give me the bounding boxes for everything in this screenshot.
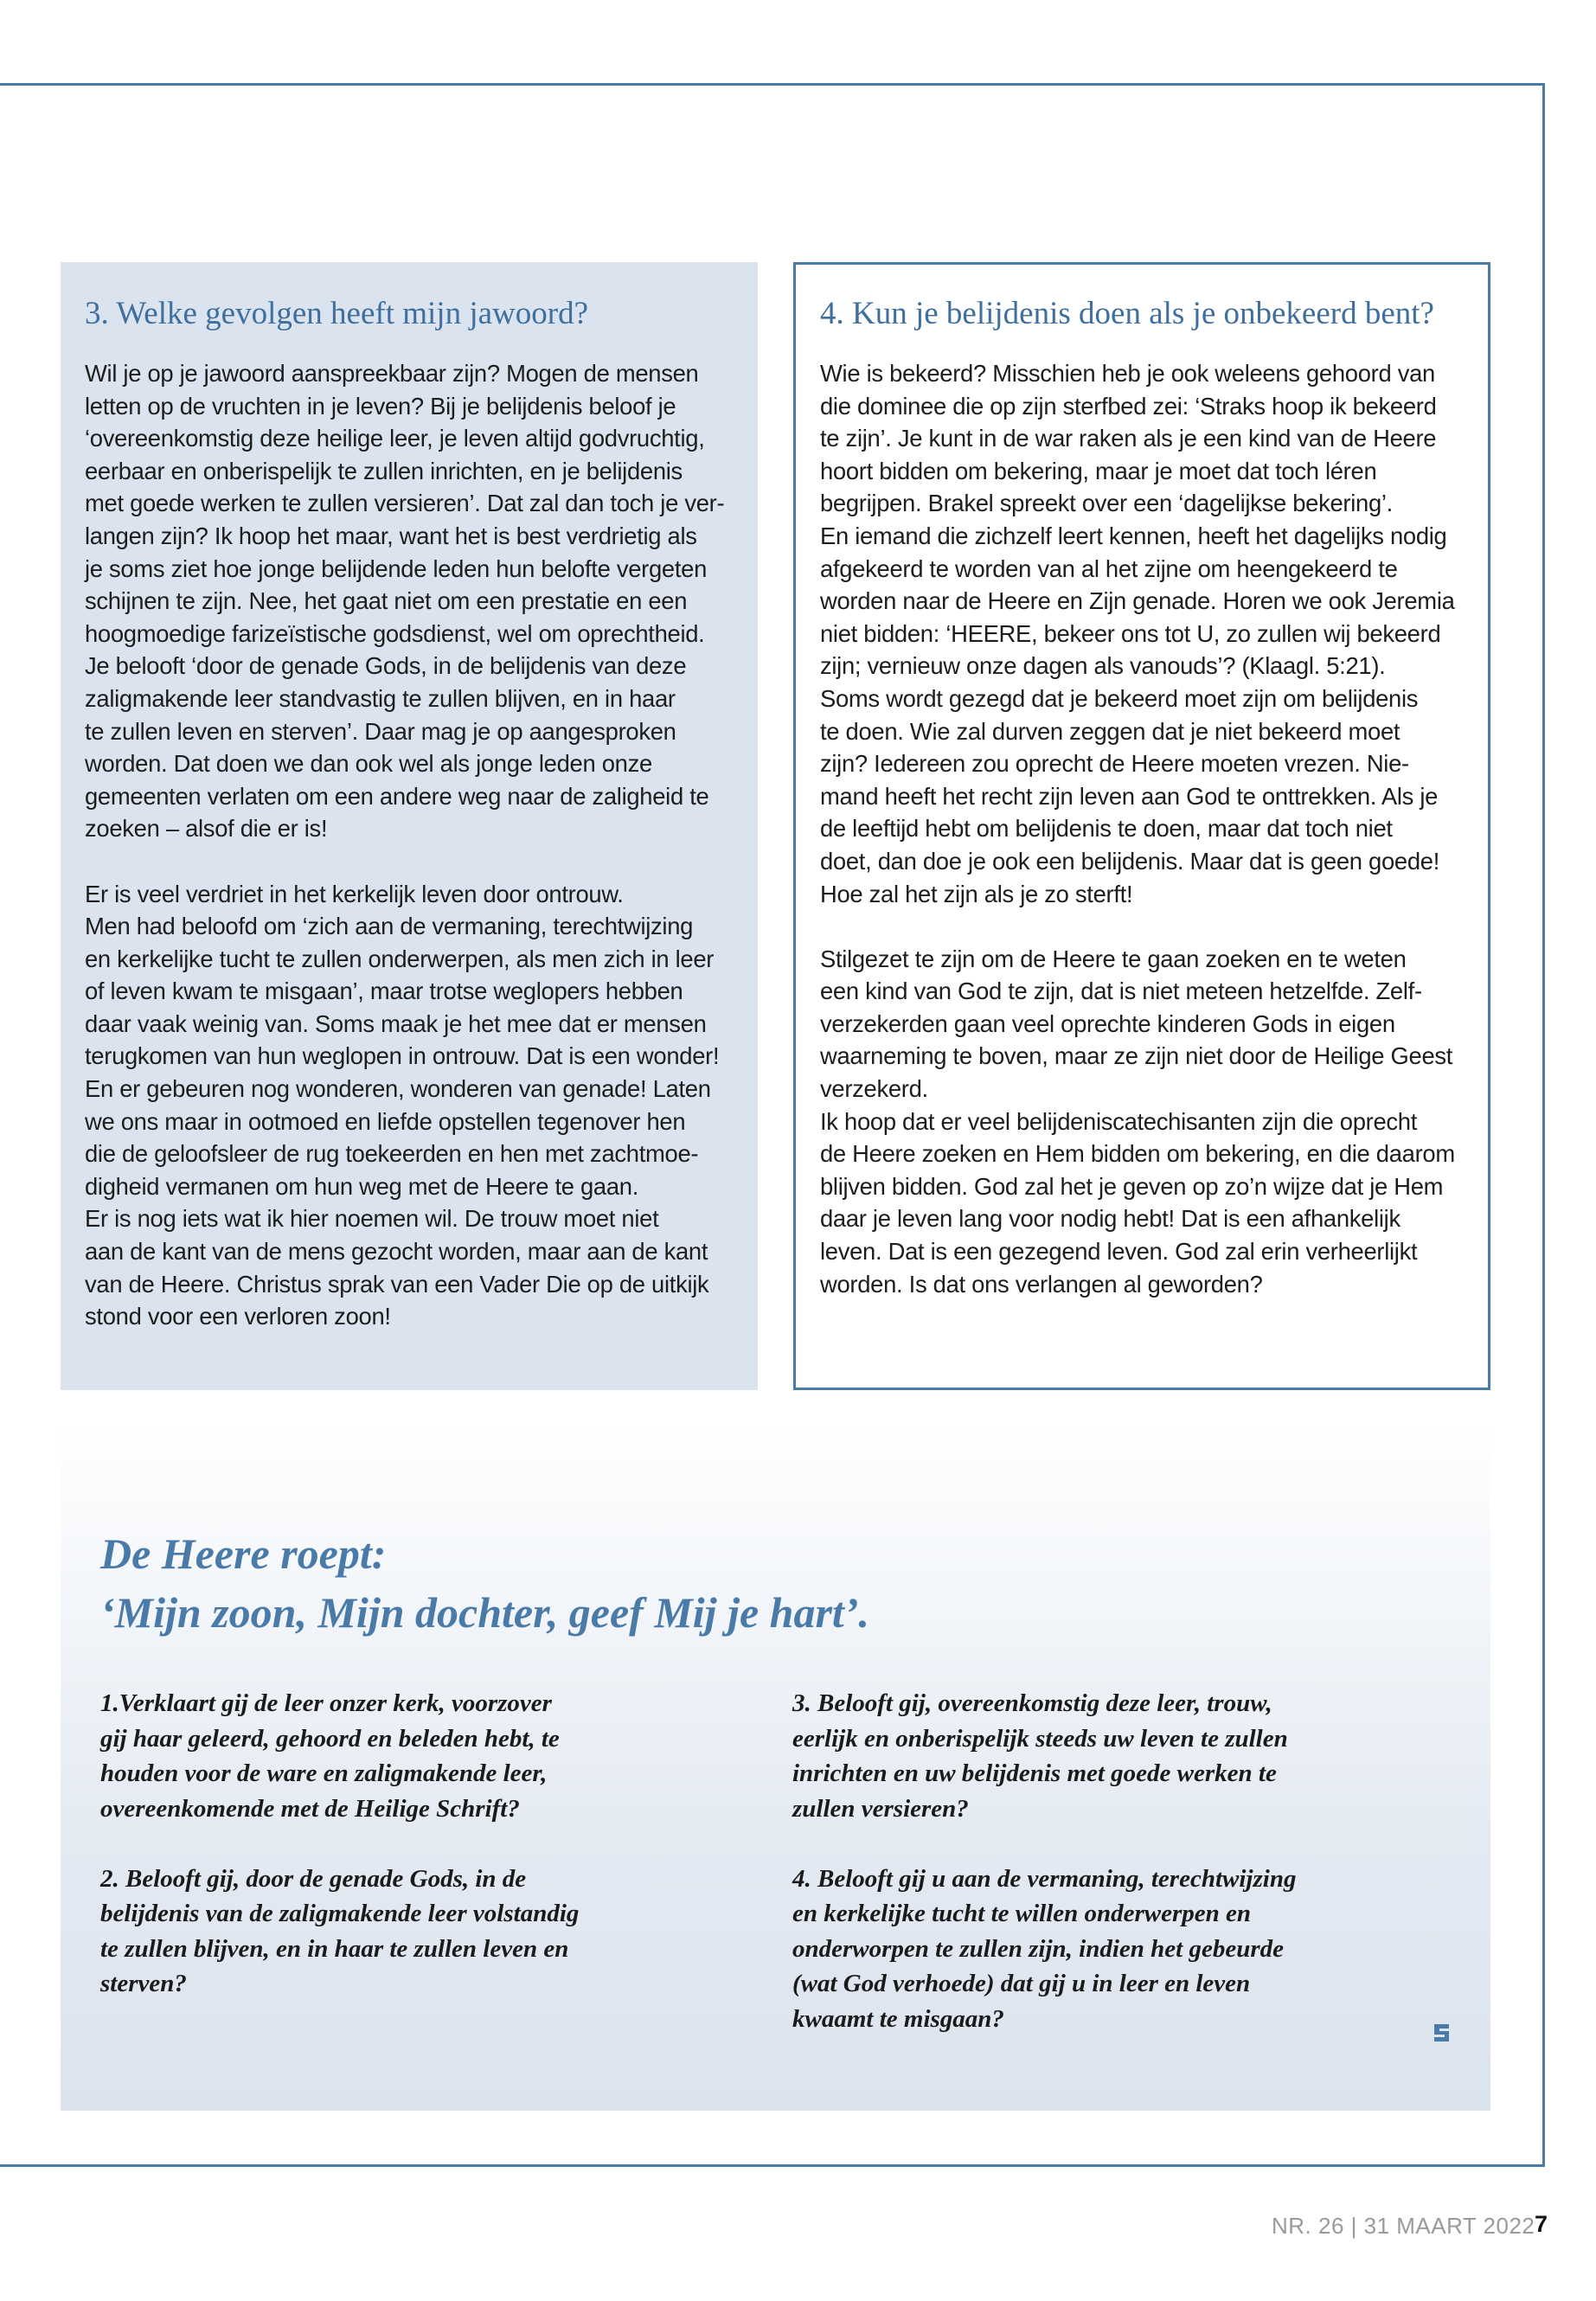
quote-heading-line-2: ‘Mijn zoon, Mijn dochter, geef Mij je hart’. <box>100 1588 869 1637</box>
section-4-box <box>793 262 1490 1390</box>
question-1: 1.Verklaart gij de leer onzer kerk, voorzover gij haar geleerd, gehoord en beleden hebt, te houden voor de ware en zaligmakende leer, overeenkomende met de Heilige Schrift? <box>100 1689 560 1823</box>
questions-left-column <box>100 1686 758 2036</box>
section-3-paragraph-2: Er is veel verdriet in het kerkelijk leven door ontrouw. Men had beloofd om ‘zich aan de vermaning, terechtwijzing en kerkelijke tucht te zullen onderwerpen, als men zich in leer of leven kwam te misgaan’, maar trotse weglopers hebben daar vaak weinig van. Soms maak je het mee dat er mensen terugkomen van hun weglopen in ontrouw. Dat is een wonder! En er gebeuren nog wonderen, wonderen van genade! Laten we ons maar in ootmoed en liefde opstellen tegenover hen die de geloofsleer de rug toekeerden en hen met zachtmoe- digheid vermanen om hun weg met de Heere te gaan. Er is nog iets wat ik hier noemen wil. De trouw moet niet aan de kant van de mens gezocht worden, maar aan de kant van de Heere. Christus sprak van een Vader Die op de uitkijk stond voor een verloren zoon! <box>85 880 720 1330</box>
question-3: 3. Belooft gij, overeenkomstig deze leer, trouw, eerlijk en onberispelijk steeds uw leven te zullen inrichten en uw belijdenis met goede werken te zullen versieren? <box>792 1689 1288 1823</box>
issue-footer: NR. 26 | 31 MAART 2022 <box>1272 2213 1535 2239</box>
quote-panel <box>61 1423 1490 2111</box>
frame-top-line <box>0 83 1545 86</box>
end-mark-icon <box>1432 2021 1452 2045</box>
section-4-paragraph-2: Stilgezet te zijn om de Heere te gaan zoeken en te weten een kind van God te zijn, dat is niet meteen hetzelfde. Zelf- verzekerden gaan veel oprechte kinderen Gods in eigen waarneming te boven, maar ze zijn niet door de Heilige Geest verzekerd. Ik hoop dat er veel belijdeniscatechisanten zijn die oprecht de Heere zoeken en Hem bidden om bekering, en die daarom blijven bidden. God zal het je geven op zo’n wijze dat je Hem daar je leven lang voor nodig hebt! Dat is een afhankelijk leven. Dat is een gezegend leven. God zal erin verheerlijkt worden. Is dat ons verlangen al geworden? <box>820 945 1455 1298</box>
section-3-title: 3. Welke gevolgen heeft mijn jawoord? <box>85 296 588 331</box>
question-2: 2. Belooft gij, door de genade Gods, in de belijdenis van de zaligmakende leer volstandig te zullen blijven, en in haar te zullen leven en sterven? <box>100 1864 580 1997</box>
quote-heading <box>100 1524 869 1642</box>
section-3-paragraph-1: Wil je op je jawoord aanspreekbaar zijn? Mogen de mensen letten op de vruchten in je leven? Bij je belijdenis beloof je ‘overeenkomstig deze heilige leer, je leven altijd godvruchtig, eerbaar en onberispelijk te zullen inrichten, en je belijdenis met goede werken te zullen versieren’. Dat zal dan toch je ver- langen zijn? Ik hoop het maar, want het is best verdrietig als je soms ziet hoe jonge belijdende leden hun belofte vergeten schijnen te zijn. Nee, het gaat niet om een prestatie en een hoogmoedige farizeïstische godsdienst, wel om oprechtheid. Je belooft ‘door de genade Gods, in de belijdenis van deze zaligmakende leer standvastig te zullen blijven, en in haar te zullen leven en sterven’. Daar mag je op aangesproken worden. Dat doen we dan ook wel als jonge leden onze gemeenten verlaten om een andere weg naar de zaligheid te zoeken – alsof die er is! <box>85 360 725 843</box>
frame-bottom-line <box>0 2164 1545 2167</box>
quote-heading-line-1: De Heere roept: <box>100 1529 387 1578</box>
section-4-paragraph-1: Wie is bekeerd? Misschien heb je ook weleens gehoord van die dominee die op zijn sterfbed zei: ‘Straks hoop ik bekeerd te zijn’. Je kunt in de war raken als je een kind van de Heere hoort bidden om bekering, maar je moet dat toch léren begrijpen. Brakel spreekt over een ‘dagelijkse bekering’. En iemand die zichzelf leert kennen, heeft het dagelijks nodig afgekeerd te worden van al het zijne om heengekeerd te worden naar de Heere en Zijn genade. Horen we ook Jeremia niet bidden: ‘HEERE, bekeer ons tot U, zo zullen wij bekeerd zijn; vernieuw onze dagen als vanouds’? (Klaagl. 5:21). Soms wordt gezegd dat je bekeerd moet zijn om belijdenis te doen. Wie zal durven zeggen dat je niet bekeerd moet zijn? Iedereen zou oprecht de Heere moeten vrezen. Nie- mand heeft het recht zijn leven aan God te onttrekken. Als je de leeftijd hebt om belijdenis te doen, maar dat toch niet doet, dan doe je ook een belijdenis. Maar dat is geen goede! Hoe zal het zijn als je zo sterft! <box>820 360 1455 907</box>
frame-right-line <box>1542 83 1545 2167</box>
question-4: 4. Belooft gij u aan de vermaning, terechtwijzing en kerkelijke tucht te willen onderwerpen en onderworpen te zullen zijn, indien het gebeurde (wat God verhoede) dat gij u in leer en leven kwaamt te misgaan? <box>792 1864 1297 2033</box>
section-3-box <box>61 262 758 1390</box>
section-4-title: 4. Kun je belijdenis doen als je onbekeerd bent? <box>820 296 1434 331</box>
page-number: 7 <box>1535 2211 1548 2237</box>
questions-right-column <box>792 1686 1450 2072</box>
